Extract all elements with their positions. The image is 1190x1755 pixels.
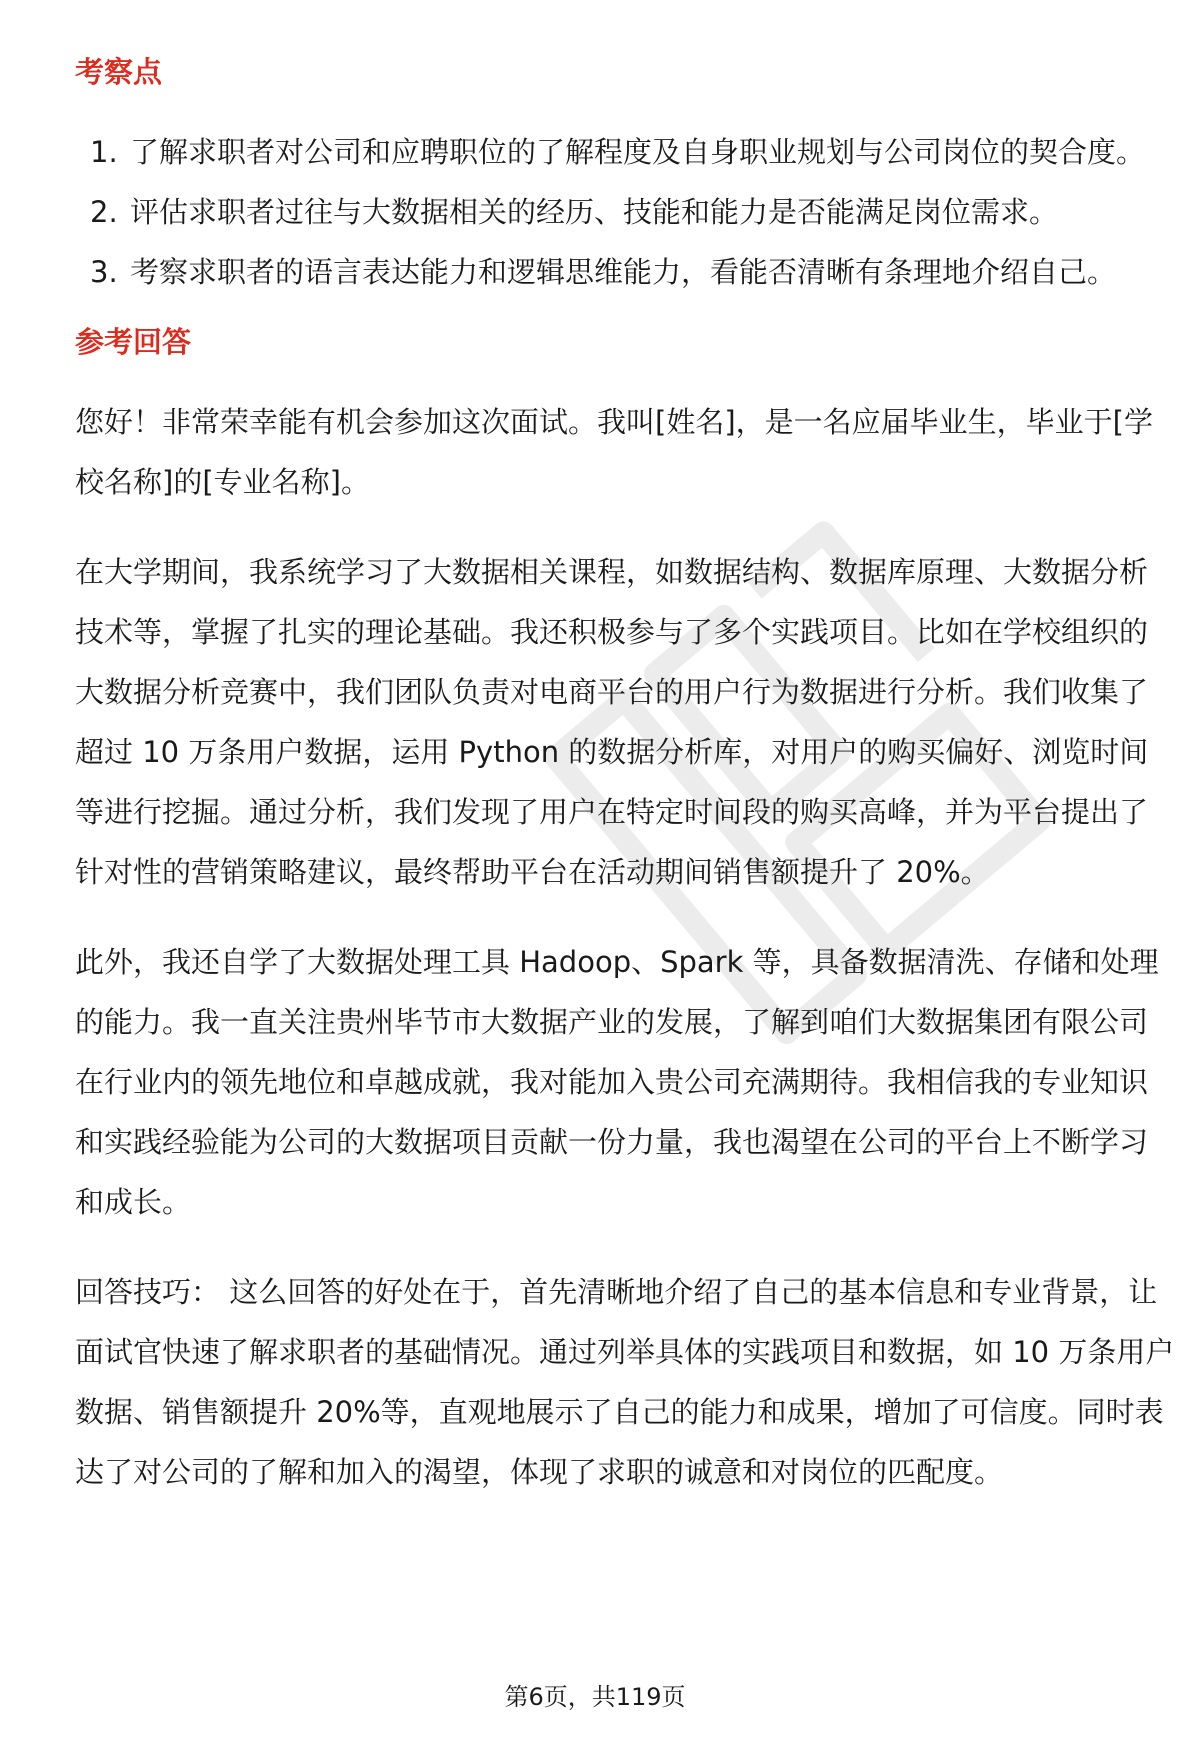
document-page <box>75 50 1175 1502</box>
page-number: 第6页，共119页 <box>504 1683 686 1711</box>
list-item <box>75 182 1175 242</box>
answer-paragraph: 您好！非常荣幸能有机会参加这次面试。我叫[姓名]，是一名应届毕业生，毕业于[学校名称]的[专业名称]。 <box>75 405 1153 499</box>
points-list <box>75 122 1175 302</box>
list-item-number: 3. <box>90 255 118 289</box>
list-item <box>75 122 1175 182</box>
list-item-text: 考察求职者的语言表达能力和逻辑思维能力，看能否清晰有条理地介绍自己。 <box>130 255 1117 289</box>
list-item-text: 评估求职者过往与大数据相关的经历、技能和能力是否能满足岗位需求。 <box>130 195 1059 229</box>
section-heading-answer: 参考回答 <box>75 325 192 359</box>
list-item-text: 了解求职者对公司和应聘职位的了解程度及自身职业规划与公司岗位的契合度。 <box>130 135 1146 169</box>
answer-paragraph: 在大学期间，我系统学习了大数据相关课程，如数据结构、数据库原理、大数据分析技术等，掌握了扎实的理论基础。我还积极参与了多个实践项目。比如在学校组织的大数据分析竞赛中，我们团队负责对电商平台的用户行为数据进行分析。我们收集了超过 10 万条用户数据，运用 Python 的数据分析库，对用户的购买偏好、浏览时间等进行挖掘。通过分析，我们发现了用户在特定时间段的购买高峰，并为平台提出了针对性的营销策略建议，最终帮助平台在活动期间销售额提升了 20%。 <box>75 555 1149 889</box>
answer-paragraph: 此外，我还自学了大数据处理工具 Hadoop、Spark 等，具备数据清洗、存储和处理的能力。我一直关注贵州毕节市大数据产业的发展，了解到咱们大数据集团有限公司在行业内的领先地位和卓越成就，我对能加入贵公司充满期待。我相信我的专业知识和实践经验能为公司的大数据项目贡献一份力量，我也渴望在公司的平台上不断学习和成长。 <box>75 945 1159 1219</box>
list-item-number: 2. <box>90 195 118 229</box>
list-item <box>75 242 1175 302</box>
answer-tips-paragraph: 回答技巧： 这么回答的好处在于，首先清晰地介绍了自己的基本信息和专业背景，让面试官快速了解求职者的基础情况。通过列举具体的实践项目和数据，如 10 万条用户数据、销售额提升 20%等，直观地展示了自己的能力和成果，增加了可信度。同时表达了对公司的了解和加入的渴望，体现了求职的诚意和对岗位的匹配度。 <box>75 1275 1175 1489</box>
list-item-number: 1. <box>90 135 118 169</box>
section-heading-points: 考察点 <box>75 55 163 89</box>
